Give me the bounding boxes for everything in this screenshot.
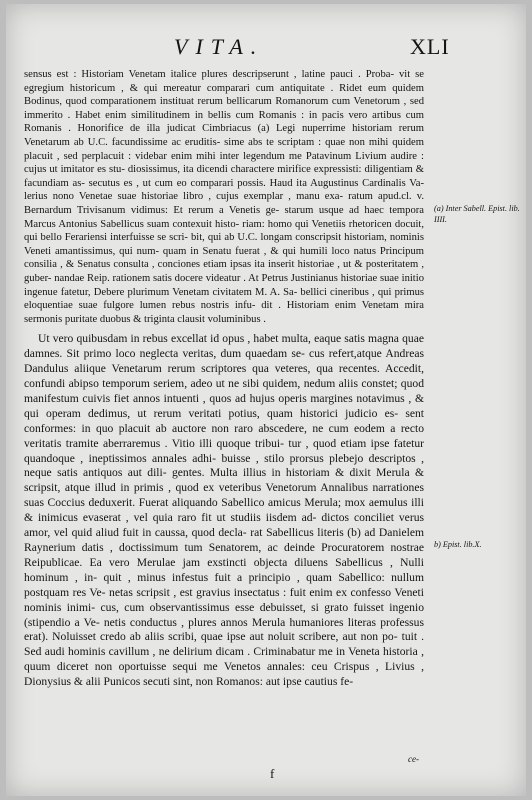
paragraph-2: Ut vero quibusdam in rebus excellat id opus , habet multa, eaque satis magna quae damnes. Sit primo loco neglecta veritas, dum quaedam se- cus refert,atque Andreas Dandulus aliique Venetarum rerum scriptores qua veteres, qua recentes. Accedit, confundi abipso temporum seriem, adeo ut ne sibi quidem, nedum aliis constet; quod manifestum cuivis fiet annos intuenti , quos ad hujus operis margines notavimus , & qui operam dedimus, ut rerum veritati potius, quam historici judicio es- sent conformes: in quo placuit ab auctore non raro abscedere, ne cum eodem a recto veritatis tramite aberraremus . Vitio illi quoque tribui- tur , quod etiam ipse fatetur quandoque , ineptissimos annales adhi- buisse , stilo prorsus plebejo descriptos , neque satis antiquos aut dili- gentes. Multa illius in historiam & dixit Merula & scripsit, atque illud in primis , quod ex veteribus Venetorum Annalibus narrationes suas Coccius deduxerit. Fuerat aliquando Sabellico amicus Merula; mox aemulus illi & inimicus evaserat , vel quia raro fit ut studiis iisdem ad- dictos conciliet verus amor, vel quid aliud fuit in caussa, quod decla- rat Sabellicus literis (b) ad Danielem Raynerium datis , doctissimum tum Senatorem, ac deinde Procuratorem nostrae Reipublicae. Ea vero Merulae jam exstincti objecta diluens Sabellicus , Nulli hominum , in- quit , minus infestus fuit a principio , quam Sabellico: nullum postquam res Ve- netas scripsit , est gravius insectatus : fuit enim ex confesso Veneti nominis inimi- cus, cum observantissimus esse debuisset, si grato fuisset ingenio (stipendio a Ve- netis conductus , plures annos Merula humaniores literas professus erat). Noluisset credo ab aliis scribi, quae ipse aut noluit scribere, aut non po- tuit . Sed audi hominis cavillum , ne delirium dicam . Criminabatur me in Veneta historia , quum diceret non oportuisse sequi me Venetos annales: ceu Crispus , Livius , Dionysius & alii Punicos secuti sint, non Romanos: aut ipse cautius fe- (24, 332, 424, 689)
running-head (6, 34, 526, 60)
catchword: ce- (408, 754, 419, 764)
paragraph-1: sensus est : Historiam Venetam italice plures descripserunt , latine pauci . Proba- vit se egregium historicum , & qui mereatur comparari cum antiquitate . Ridet eum quidem Bodinus, quod comparationem instituat rerum bellicarum Romanorum cum Venetorum , sed immerito . Habet enim similitudinem in bellis cum Romanis : in pacis vero artibus cum Romanis . Honorifice de illa judicat Cimbriacus (a) Legi nuperrime historiam rerum Venetarum ab U.C. facundissime ac eruditis- sime abs te scriptam : quae non mihi quidem placuit , sed perplacuit : videbar enim mihi inter legendum me Patavinum Livium audire : cujus ut imitator es stu- diosissimus, ita dicendi charactere mirifice expressisti: diligentiam & facundiam as- secutus es , ut cum eo comparari possis. Haud ita Augustinus Cardinalis Va- lerius nono Venetae suae historiae libro , cujus exemplar , manu exa- ratum apud.cl. v. Bernardum Trivisanum vidimus: Et rerum a Venetis ge- starum usque ad haec tempora Marcus Antonius Sabellicus suam contexuit histo- riam: homo qui Venetiis rhetoricen docuit, qui bello Ferariensi interfuisse se scri- bit, qui ab U.C. longam conscripsit historiam, nominis Veneti amantissimus, qui num- quam in Senatu fuerat , & qui humili loco natus Principum consilia , & Senatus consulta , conciones etiam ipsas ita inserit historiae , ut & posteritatem , guber- nandae Reip. rationem satis docere videatur . At Petrus Justinianus historiae suae initio ingenue fatetur, Debere plurimum Venetam civitatem M. A. Sa- bellici cineribus , qui primus eloquentiae suae fulgore lumen rebus nostris infu- dit . Historiam enim Venetam mira sermonis puritate duobus & triginta clausit voluminibus . (24, 69, 424, 325)
running-title: VITA. (174, 34, 265, 59)
signature-mark: f (270, 766, 275, 781)
margin-note-b: b) Epist. lib.X. (434, 540, 482, 549)
page-number: XLI (410, 34, 450, 59)
book-page (6, 4, 526, 796)
body-text (24, 68, 424, 690)
margin-note-a: (a) Inter Sabell. Epist. lib. IIII. (434, 204, 520, 224)
